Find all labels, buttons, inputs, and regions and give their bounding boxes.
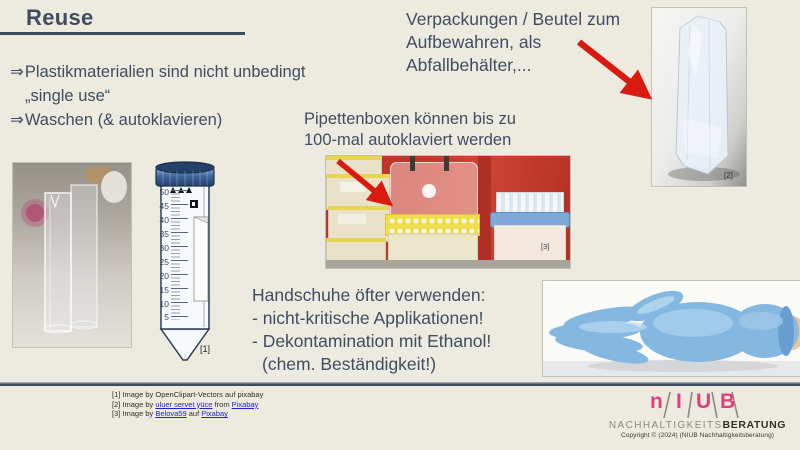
credit-text: OpenClipart-Vectors auf pixabay xyxy=(155,390,264,399)
cuvette-back xyxy=(71,185,97,329)
yellow-tip-rack xyxy=(385,214,480,236)
credit-text: [2] Image by xyxy=(112,399,156,409)
credit-text: [3] Image by xyxy=(112,409,156,419)
bullet-list xyxy=(10,60,340,132)
cuvette-photo xyxy=(13,163,131,347)
bench-edge xyxy=(326,260,570,268)
packaging-note-line: Verpackungen / Beutel zum xyxy=(406,9,621,29)
bullet-text-continuation: „single use“ xyxy=(25,87,111,105)
copyright-text: Copyright © (2024) (NIUB Nachhaltigkeitsberatung) xyxy=(620,432,775,439)
svg-text:50: 50 xyxy=(159,187,169,197)
figure-reference-1: [1] xyxy=(200,344,211,354)
credit-author-link[interactable]: Belova59 xyxy=(155,409,187,419)
packaging-note-line: Abfallbehälter,... xyxy=(406,55,532,75)
tube-label-panel xyxy=(194,217,208,301)
credit-pixabay-link[interactable]: Pixabay xyxy=(201,409,228,419)
centrifuge-tube-clipart xyxy=(148,159,222,365)
footer-divider xyxy=(0,382,800,386)
blue-tip-box-base xyxy=(494,225,566,265)
logo-subtitle-bold: BERATUNG xyxy=(722,419,787,431)
pipette-note xyxy=(304,109,516,151)
niub-logo xyxy=(600,387,795,447)
lid-vent-hole xyxy=(422,184,436,198)
credit-pixabay-link[interactable]: Pixabay xyxy=(231,399,259,409)
pipette-note-line: Pipettenboxen können bis zu xyxy=(304,110,516,128)
title-underline xyxy=(0,32,245,35)
svg-text:40: 40 xyxy=(159,215,169,225)
svg-text:45: 45 xyxy=(159,201,169,211)
bullet-item xyxy=(10,60,340,84)
credit-text: auf xyxy=(186,409,202,419)
credit-author-link[interactable]: uluer servet yüce xyxy=(155,399,213,409)
svg-text:B: B xyxy=(719,390,735,413)
box-label-patch xyxy=(340,182,366,192)
niub-logo-mark xyxy=(646,387,750,419)
svg-text:I: I xyxy=(675,390,682,413)
svg-text:25: 25 xyxy=(159,257,169,267)
gloves-note-line: Handschuhe öfter verwenden: xyxy=(252,285,486,305)
tube-tick-marks xyxy=(171,190,189,320)
plastic-bag xyxy=(676,16,728,174)
hand-shadow xyxy=(588,360,778,372)
svg-text:15: 15 xyxy=(159,285,169,295)
pipette-note-line: 100-mal autoklaviert werden xyxy=(304,131,512,149)
bullet-text: Waschen (& autoklavieren) xyxy=(24,111,223,129)
figure-reference-3: [3] xyxy=(541,242,550,251)
svg-text:n: n xyxy=(649,390,663,413)
pipette-boxes-photo xyxy=(326,156,570,268)
credit-line-3 xyxy=(112,409,263,419)
svg-text:20: 20 xyxy=(159,271,169,281)
lid-hinge xyxy=(410,156,415,171)
gloves-note-line: - nicht-kritische Applikationen! xyxy=(252,308,484,328)
cuvette-front xyxy=(44,193,72,333)
box-label-patch xyxy=(338,214,366,224)
svg-text:10: 10 xyxy=(159,299,169,309)
tube-cap xyxy=(156,162,214,186)
gloves-note xyxy=(252,284,491,376)
stacked-tip-box xyxy=(326,174,390,210)
bullet-text: Plastikmaterialien sind nicht unbedingt xyxy=(24,63,306,81)
lid-hinge xyxy=(444,156,449,171)
credit-line-1 xyxy=(112,390,263,400)
svg-text:U: U xyxy=(695,390,711,413)
gloves-note-line: (chem. Beständigkeit!) xyxy=(262,354,437,374)
double-arrow-icon: ⇒ xyxy=(10,111,24,129)
page-title: Reuse xyxy=(26,5,94,30)
image-credits xyxy=(112,390,263,419)
packaging-note-line: Aufbewahren, als xyxy=(406,32,542,52)
credit-text: [1] Image by xyxy=(112,390,156,399)
blurred-object xyxy=(101,171,127,203)
packaging-note xyxy=(406,8,620,77)
svg-text:30: 30 xyxy=(159,243,169,253)
figure-reference-2: [2] xyxy=(724,171,733,180)
svg-text:5: 5 xyxy=(164,312,169,322)
stacked-tip-box xyxy=(328,206,390,242)
bullet-item xyxy=(10,108,340,132)
credit-line-2 xyxy=(112,400,263,410)
logo-subtitle xyxy=(600,419,795,431)
logo-subtitle-light: NACHHALTIGKEITS xyxy=(608,420,723,431)
tube-brand-mark-detail xyxy=(192,202,195,206)
plastic-bag-photo xyxy=(652,8,746,186)
glove-photo xyxy=(543,281,800,376)
credit-text: from xyxy=(212,399,232,409)
svg-text:35: 35 xyxy=(159,229,169,239)
gloves-note-line: - Dekontamination mit Ethanol! xyxy=(252,331,492,351)
double-arrow-icon: ⇒ xyxy=(10,63,24,81)
red-frame xyxy=(478,156,491,260)
